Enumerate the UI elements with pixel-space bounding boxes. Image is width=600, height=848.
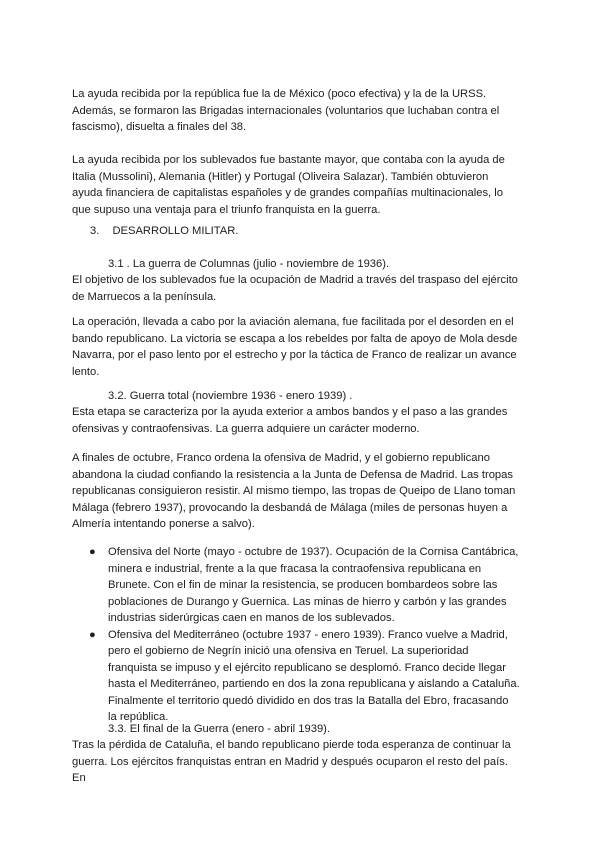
subsection-3-2-paragraph-1: Esta etapa se caracteriza por la ayuda exterior a ambos bandos y el paso a las grandes ofensivas y contraofensivas. La guerra adquiere un carácter moderno. [72,406,508,435]
subsection-3-1-paragraph-2: La operación, llevada a cabo por la aviación alemana, fue facilitada por el desorden en el bando republicano. La victoria se escapa a los rebeldes por falta de apoyo de Mola desde Navarra, por el paso lento por el estrecho y por la táctica de Franco de realizar un avance lento. [72,316,518,378]
list-item [72,627,520,726]
bullet-icon: ● [89,546,96,558]
subsection-3-2-paragraph-2: A finales de octubre, Franco ordena la ofensiva de Madrid, y el gobierno republicano abandona la ciudad confiando la resistencia a la Junta de Defensa de Madrid. Las tropas republicanas consiguieron resistir. Al mismo tiempo, las tropas de Queipo de Llano toman Málaga (febrero 1937), provocando la desbandá de Málaga (miles de personas huyen a Almería intentando ponerse a salvo). [72,452,516,530]
bullet-icon: ● [89,628,96,641]
subsection-3-2-heading: 3.2. Guerra total (noviembre 1936 - enero 1939) . [108,390,353,402]
subsection-3-3-heading: 3.3. El final de la Guerra (enero - abril 1939). [108,723,331,735]
paragraph-foreign-aid-rebels: La ayuda recibida por los sublevados fue bastante mayor, que contaba con la ayuda de Italia (Mussolini), Alemania (Hitler) y Portugal (Oliveira Salazar). También obtuvieron ayuda financiera de capitalistas españoles y de grandes compañías multinacionales, lo que supuso una ventaja para el triunfo franquista en la guerra. [72,154,505,216]
subsection-3-1-paragraph-1: El objetivo de los sublevados fue la ocupación de Madrid a través del traspaso del ejército de Marruecos a la península. [72,274,518,303]
paragraph-foreign-aid-republic: La ayuda recibida por la república fue la de México (poco efectiva) y la de la URSS. Además, se formaron las Brigadas internacionales (voluntarios que luchaban contra el fascismo), disuelta a finales del 38. [72,88,500,133]
subsection-3-1-heading: 3.1 . La guerra de Columnas (julio - noviembre de 1936). [108,258,390,270]
section-3-heading [90,223,238,240]
subsection-3-3-paragraph-1: Tras la pérdida de Cataluña, el bando republicano pierde toda esperanza de continuar la guerra. Los ejércitos franquistas entran en Madrid y después ocuparon el resto del país. En [72,739,511,784]
list-item-text: Ofensiva del Mediterráneo (octubre 1937 - enero 1939). Franco vuelve a Madrid, pero el gobierno de Negrín inició una ofensiva en Teruel. La superioridad franquista se impuso y el ejército republicano se desplomó. Franco decide llegar hasta el Mediterráneo, partiendo en dos la zona republicana y aislando a Cataluña. Finalmente el territorio quedó dividido en dos tras la Batalla del Ebro, fracasando la república. [108,628,520,723]
offensives-list [72,544,520,726]
section-3-number: 3. [90,225,100,237]
section-3-title: DESARROLLO MILITAR. [112,225,239,237]
list-item-text: Ofensiva del Norte (mayo - octubre de 1937). Ocupación de la Cornisa Cantábrica, minera e industrial, frente a la que fracasa la contraofensiva republicana en Brunete. Con el fin de minar la resistencia, se producen bombardeos sobre las poblaciones de Durango y Guernica. Las minas de hierro y carbón y las grandes industrias siderúrgicas caen en manos de los sublevados. [108,546,519,624]
list-item [72,544,520,627]
